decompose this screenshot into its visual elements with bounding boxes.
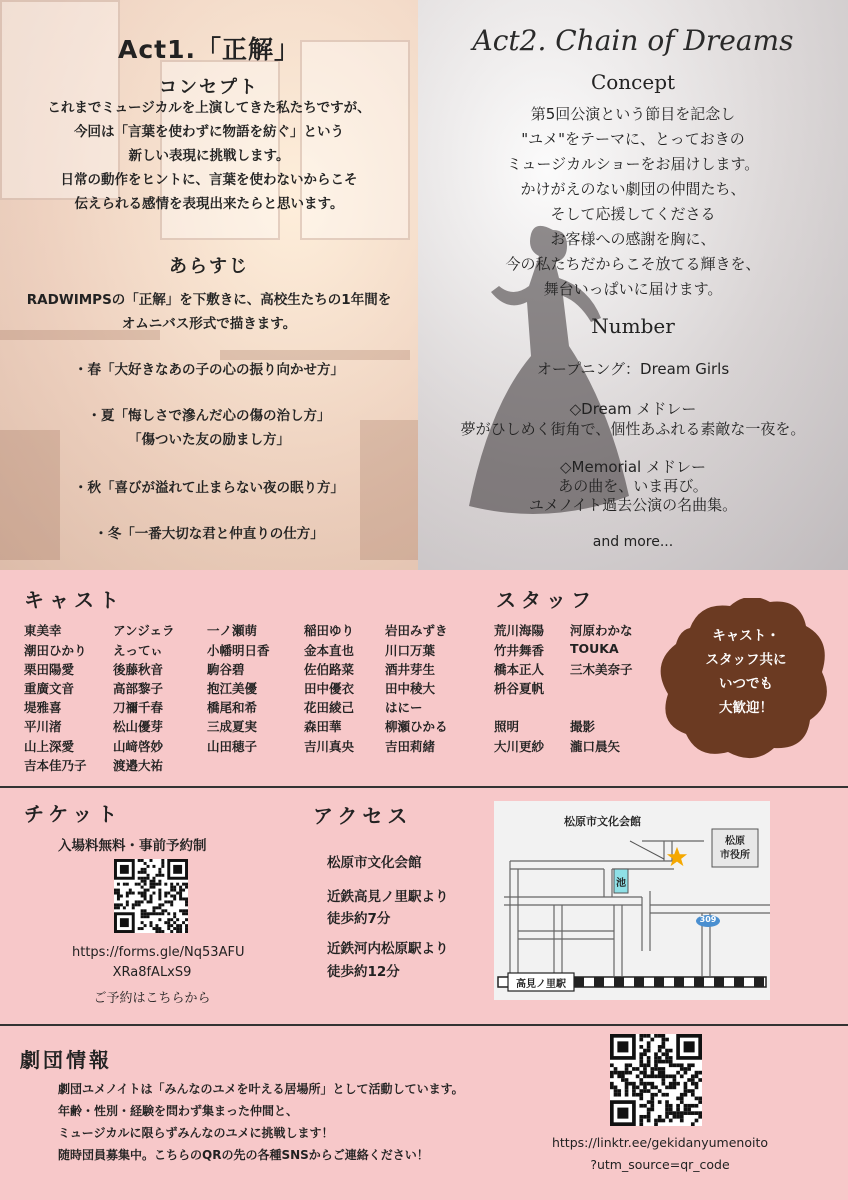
cast-name: 吉川真央 — [304, 739, 355, 754]
concept-line: 日常の動作をヒントに、言葉を使わないからこそ — [60, 172, 358, 188]
cast-name: 柳瀬ひかる — [385, 719, 448, 734]
divider — [0, 786, 848, 788]
troupe-url-line-2[interactable]: ?utm_source=qr_code — [590, 1157, 730, 1172]
troupe-url-line-1[interactable]: https://linktr.ee/gekidanyumenoito — [551, 1135, 768, 1150]
act1-synopsis-text — [0, 288, 418, 336]
cast-name: はにー — [385, 700, 423, 715]
season-autumn: ・秋「喜びが溢れて止まらない夜の眠り方」 — [74, 480, 344, 496]
ticket-url-line-2[interactable]: XRa8fALxS9 — [112, 965, 192, 980]
act1-title: Act1.「正解」 — [117, 35, 300, 64]
cast-name: 小幡明日香 — [207, 643, 270, 658]
cast-name: 山田穂子 — [207, 739, 258, 754]
cast-name: 金本直也 — [304, 643, 355, 658]
staff-name: 荒川海陽 — [494, 623, 545, 638]
staff-name: 竹井舞香 — [494, 643, 545, 658]
cast-name: 川口万葉 — [385, 643, 436, 658]
concept-line: 舞台いっぱいに届けます。 — [543, 280, 723, 298]
cast-name: 堤雅喜 — [24, 700, 62, 715]
troupe-line: 年齢・性別・経験を問わず集まった仲間と、 — [58, 1104, 299, 1118]
act2-opening: オープニング：Dream Girls — [536, 360, 730, 378]
concept-line: お客様への感謝を胸に、 — [550, 230, 716, 248]
access-route-2b: 徒歩約12分 — [327, 964, 400, 980]
concept-line: これまでミュージカルを上演してきた私たちですが、 — [47, 100, 371, 116]
staff-heading: スタッフ — [496, 588, 596, 612]
access-route-1a: 近鉄高見ノ里駅より — [327, 889, 449, 905]
cast-name: 潮田ひかり — [24, 643, 87, 658]
staff-name: 枡谷夏帆 — [494, 681, 545, 696]
troupe-qr-code[interactable] — [610, 1034, 702, 1126]
cast-name: 刀禰千春 — [113, 700, 164, 715]
recruit-bubble-text — [660, 624, 832, 720]
access-route-1b: 徒歩約7分 — [327, 911, 391, 927]
ticket-qr-code[interactable] — [114, 859, 188, 933]
staff-name: 河原わかな — [570, 623, 633, 638]
cast-name: 重廣文音 — [24, 681, 75, 696]
staff-name: 三木美奈子 — [570, 662, 633, 677]
staff-name: TOUKA — [570, 641, 619, 656]
staff-lighting-name: 大川更紗 — [494, 739, 545, 754]
cast-name: 三成夏実 — [207, 719, 258, 734]
act1-panel — [0, 0, 418, 570]
concept-line: "ユメ"をテーマに、とっておきの — [521, 130, 745, 148]
cast-name: 佐伯路菜 — [304, 662, 355, 677]
cast-name: えってぃ — [113, 643, 163, 658]
cast-name: 稲田ゆり — [304, 623, 355, 638]
cast-name: 抱江美優 — [207, 681, 258, 696]
concept-line: 第5回公演という節目を記念し — [530, 105, 736, 123]
map-roads — [494, 801, 770, 1000]
staff-name: 橋本正人 — [494, 662, 545, 677]
venue-star-icon — [666, 846, 688, 868]
troupe-line: ミュージカルに限らずみんなのユメに挑戦します！ — [58, 1126, 334, 1140]
cast-name: 田中優衣 — [304, 681, 355, 696]
concept-line: 今回は「言葉を使わずに物語を紡ぐ」という — [74, 124, 344, 140]
ticket-note: ご予約はこちらから — [93, 991, 211, 1006]
season-winter: ・冬「一番大切な君と仲直りの仕方」 — [94, 526, 324, 542]
divider — [0, 1024, 848, 1026]
map-pond-label: 池 — [616, 878, 626, 889]
cast-name: 渡邉大祐 — [113, 758, 164, 773]
act2-memorial-desc-2: ユメノイト過去公演の名曲集。 — [528, 496, 738, 514]
cast-name: 田中稜大 — [385, 681, 436, 696]
staff-photo-label: 撮影 — [570, 719, 596, 734]
concept-line: 伝えられる感情を表現出来たらと思います。 — [74, 196, 344, 212]
act2-panel — [418, 0, 848, 570]
season-summer: ・夏「悔しさで滲んだ心の傷の治し方」 — [87, 408, 331, 424]
troupe-heading: 劇団情報 — [20, 1048, 112, 1072]
cast-name: 花田綾己 — [304, 700, 355, 715]
staff-lighting-label: 照明 — [494, 719, 520, 734]
ticket-heading: チケット — [24, 802, 123, 826]
troupe-line: 劇団ユメノイトは「みんなのユメを叶える居場所」として活動しています。 — [58, 1082, 464, 1096]
access-route-2a: 近鉄河内松原駅より — [327, 941, 449, 957]
concept-line: かけがえのない劇団の仲間たち、 — [520, 180, 746, 198]
act1-concept-heading: コンセプト — [159, 77, 259, 98]
cast-name: 橋尾和希 — [207, 700, 258, 715]
cast-name: 吉田莉緒 — [385, 739, 436, 754]
access-heading: アクセス — [313, 804, 413, 828]
act2-memorial-desc-1: あの曲を、いま再び。 — [558, 477, 708, 495]
map-station-label: 高見ノ里駅 — [516, 979, 566, 990]
ticket-subtitle: 入場料無料・事前予約制 — [58, 838, 207, 854]
concept-line: そして応援してくださる — [550, 205, 716, 223]
cast-name: 山﨑啓妙 — [113, 739, 164, 754]
cast-name: 駒谷碧 — [207, 662, 245, 677]
bubble-line: いつでも — [719, 676, 773, 692]
cast-name: 吉本佳乃子 — [24, 758, 87, 773]
map-city-hall-line: 松原 — [725, 836, 745, 847]
cast-name: 平川渚 — [24, 719, 62, 734]
staff-photo-name: 瀧口晨矢 — [570, 739, 621, 754]
recruit-bubble — [660, 598, 832, 760]
cast-name: 栗田陽愛 — [24, 662, 75, 677]
access-map[interactable] — [494, 801, 770, 1000]
season-spring: ・春「大好きなあの子の心の振り向かせ方」 — [74, 362, 344, 378]
concept-line: ミュージカルショーをお届けします。 — [506, 155, 760, 173]
map-venue-label: 松原市文化会館 — [564, 815, 641, 828]
bubble-line: 大歓迎！ — [719, 700, 773, 716]
act2-concept-heading: Concept — [590, 70, 676, 94]
troupe-line: 随時団員募集中。こちらのQRの先の各種SNSからご連絡ください！ — [58, 1148, 429, 1162]
map-city-hall-label — [712, 835, 758, 863]
access-venue: 松原市文化会館 — [327, 855, 422, 871]
bubble-line: キャスト・ — [712, 628, 780, 644]
cast-name: 高部黎子 — [113, 681, 164, 696]
map-route-number: 309 — [699, 915, 717, 924]
concept-line: 新しい表現に挑戦します。 — [128, 148, 290, 164]
cast-name: 松山優芽 — [113, 719, 164, 734]
act2-title: Act2. Chain of Dreams — [472, 24, 794, 57]
season-summer-2: 「傷ついた友の励まし方」 — [128, 432, 290, 448]
act1-concept-text — [0, 96, 418, 216]
ticket-url-line-1[interactable]: https://forms.gle/Nq53AFU — [72, 945, 245, 960]
synopsis-line: オムニバス形式で描きます。 — [121, 316, 297, 332]
concept-line: 今の私たちだからこそ放てる輝きを、 — [505, 255, 761, 273]
cast-name: アンジェラ — [113, 623, 175, 638]
act2-dream-desc: 夢がひしめく街角で、個性あふれる素敵な一夜を。 — [460, 420, 806, 438]
cast-name: 後藤秋音 — [113, 662, 164, 677]
act2-dream-title: ◇Dream メドレー — [569, 400, 697, 418]
cast-name: 山上深愛 — [24, 739, 75, 754]
cast-heading: キャスト — [24, 588, 124, 612]
act2-number-heading: Number — [591, 314, 675, 338]
act2-memorial-title: ◇Memorial メドレー — [560, 458, 706, 476]
synopsis-line: RADWIMPSの「正解」を下敷きに、高校生たちの1年間を — [26, 292, 392, 308]
cast-name: 酒井芽生 — [385, 662, 436, 677]
cast-name: 東美幸 — [24, 623, 62, 638]
map-city-hall-line: 市役所 — [720, 850, 750, 861]
cast-name: 一ノ瀬萌 — [207, 623, 258, 638]
act2-concept-text — [418, 102, 848, 302]
cast-name: 岩田みずき — [385, 623, 448, 638]
cast-name: 森田華 — [304, 719, 342, 734]
act2-and-more: and more... — [592, 534, 674, 550]
act1-synopsis-heading: あらすじ — [169, 256, 249, 277]
bubble-line: スタッフ共に — [705, 652, 787, 668]
